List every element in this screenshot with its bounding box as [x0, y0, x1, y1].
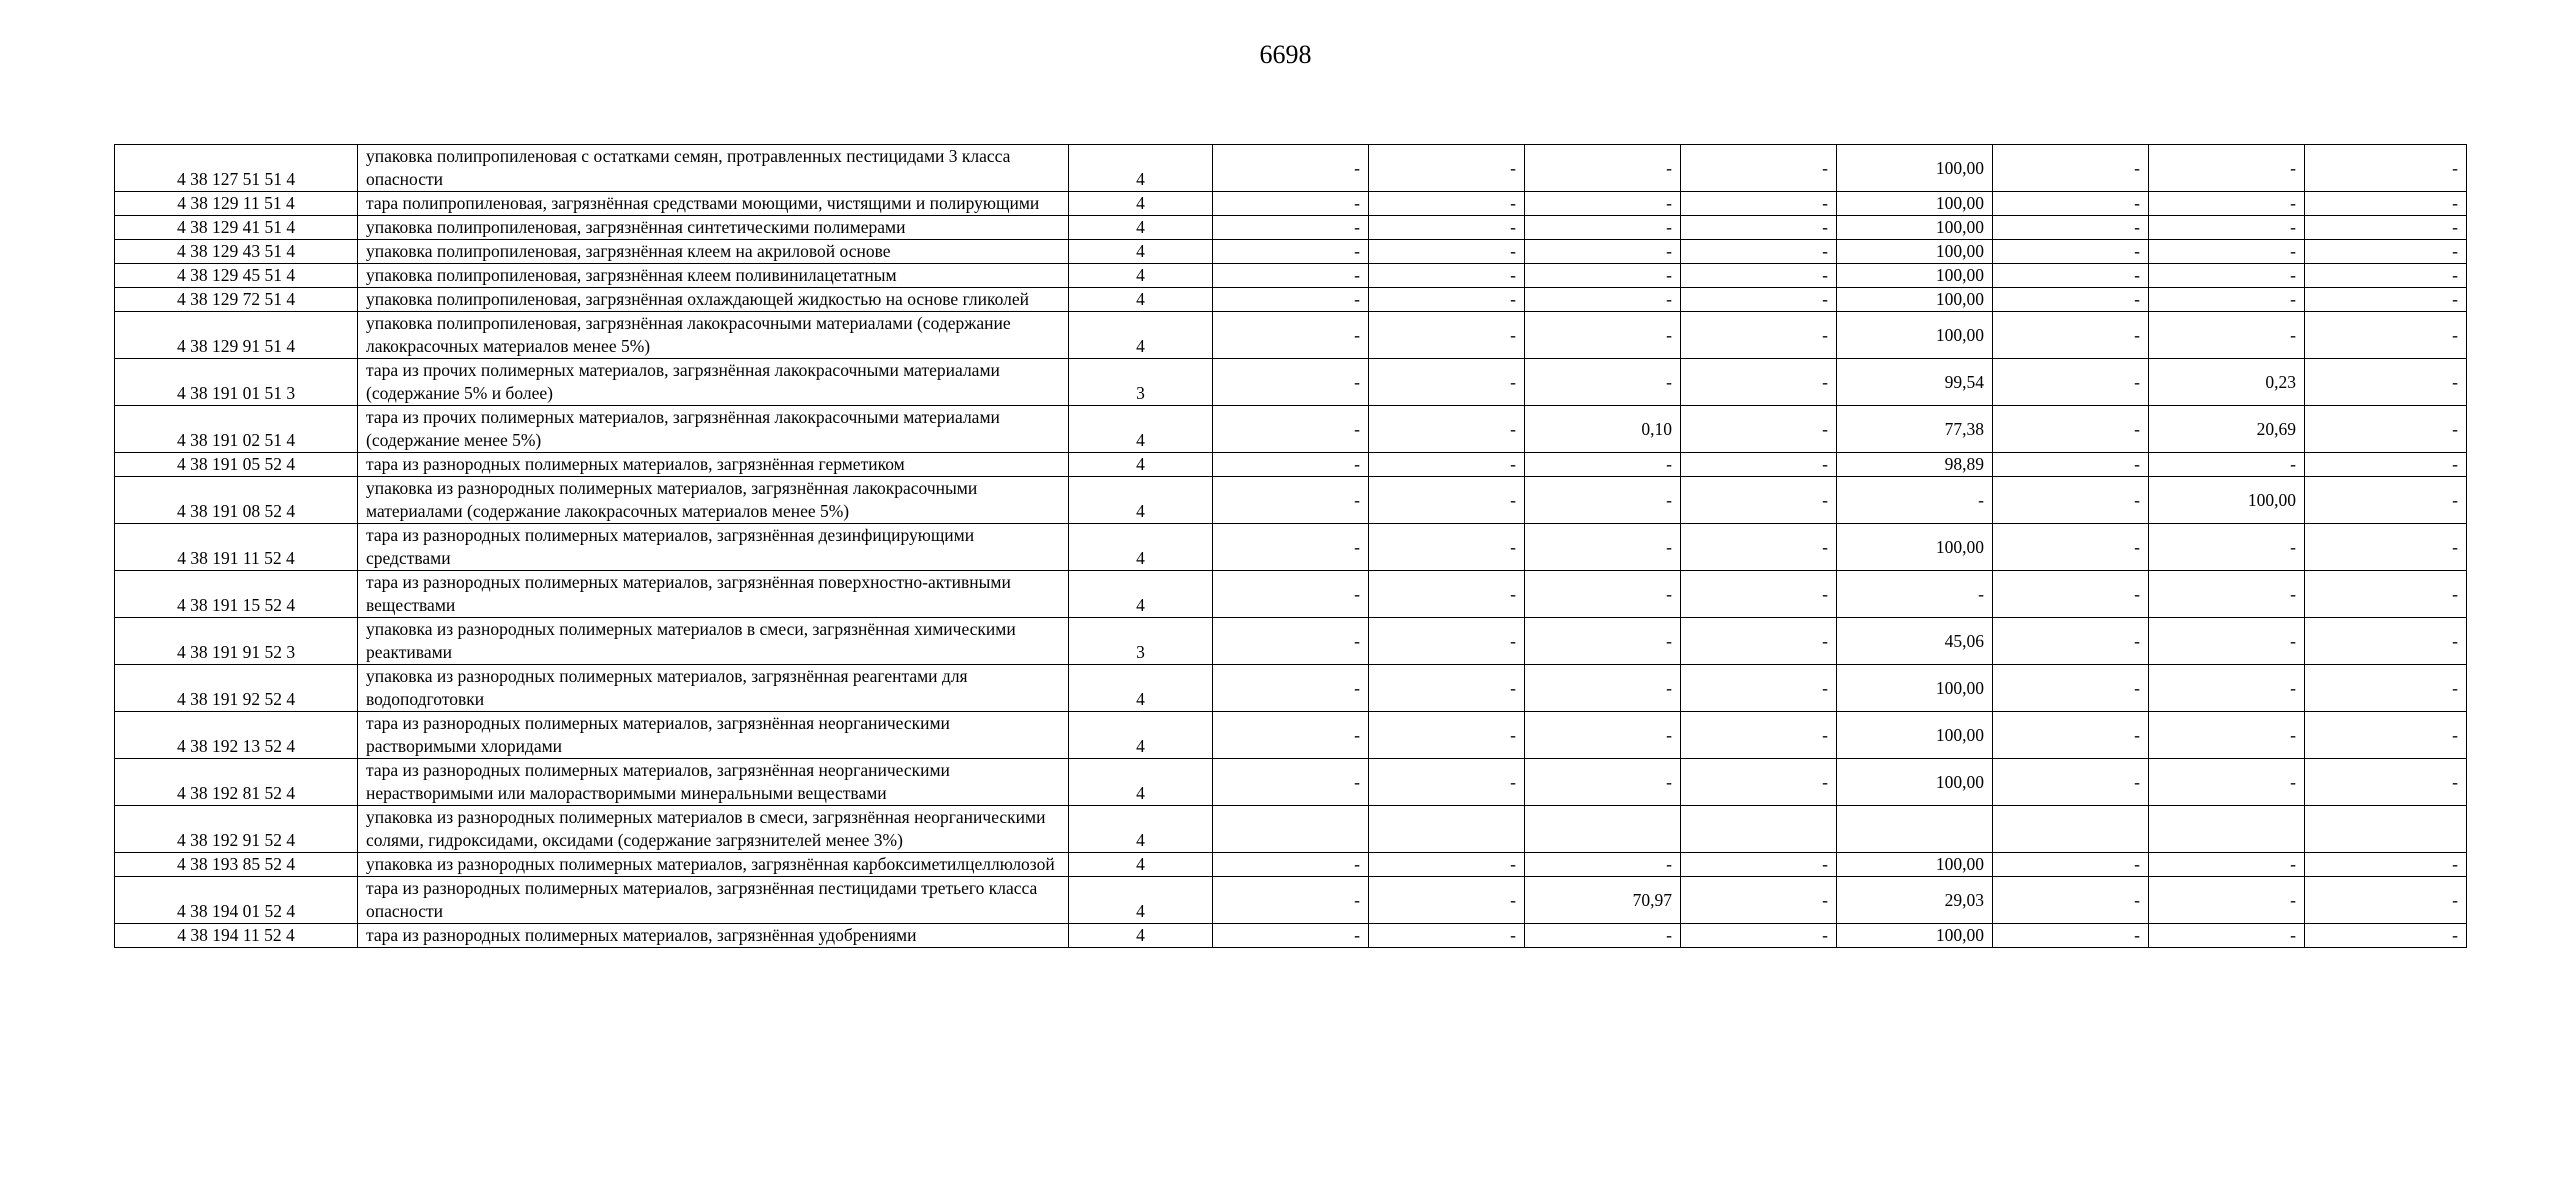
- share-value-cell: 98,89: [1837, 453, 1993, 477]
- waste-name-cell: упаковка из разнородных полимерных материалов в смеси, загрязнённая химическими реактивами: [358, 618, 1069, 665]
- share-value-cell: -: [1369, 216, 1525, 240]
- waste-name-cell: упаковка полипропиленовая, загрязнённая охлаждающей жидкостью на основе гликолей: [358, 288, 1069, 312]
- share-value-cell: -: [1681, 406, 1837, 453]
- share-value-cell: -: [2305, 240, 2467, 264]
- waste-name-cell: тара из разнородных полимерных материалов, загрязнённая неорганическими растворимыми хлоридами: [358, 712, 1069, 759]
- hazard-class-cell: 4: [1069, 264, 1213, 288]
- share-value-cell: [1681, 806, 1837, 853]
- hazard-class-cell: 4: [1069, 806, 1213, 853]
- share-value-cell: 100,00: [1837, 288, 1993, 312]
- share-value-cell: -: [2305, 216, 2467, 240]
- hazard-class-cell: 4: [1069, 712, 1213, 759]
- share-value-cell: -: [2149, 453, 2305, 477]
- waste-code-cell: 4 38 191 11 52 4: [115, 524, 358, 571]
- share-value-cell: 100,00: [1837, 192, 1993, 216]
- share-value-cell: -: [1369, 712, 1525, 759]
- waste-name-cell: упаковка полипропиленовая, загрязнённая лакокрасочными материалами (содержание лакокрасочных материалов менее 5%): [358, 312, 1069, 359]
- share-value-cell: 100,00: [1837, 924, 1993, 948]
- waste-name-cell: тара из разнородных полимерных материалов, загрязнённая пестицидами третьего класса опасности: [358, 877, 1069, 924]
- share-value-cell: -: [1525, 288, 1681, 312]
- share-value-cell: -: [1369, 571, 1525, 618]
- share-value-cell: -: [1369, 264, 1525, 288]
- share-value-cell: -: [1369, 618, 1525, 665]
- share-value-cell: -: [2149, 240, 2305, 264]
- table-row: [115, 312, 2467, 359]
- share-value-cell: -: [1525, 359, 1681, 406]
- share-value-cell: -: [1837, 571, 1993, 618]
- share-value-cell: -: [1681, 240, 1837, 264]
- share-value-cell: -: [1369, 924, 1525, 948]
- waste-code-cell: 4 38 129 43 51 4: [115, 240, 358, 264]
- share-value-cell: -: [1213, 924, 1369, 948]
- table-row: [115, 877, 2467, 924]
- share-value-cell: -: [1525, 759, 1681, 806]
- share-value-cell: -: [1681, 524, 1837, 571]
- share-value-cell: 100,00: [1837, 216, 1993, 240]
- share-value-cell: -: [2149, 853, 2305, 877]
- share-value-cell: -: [2305, 924, 2467, 948]
- share-value-cell: -: [1681, 216, 1837, 240]
- share-value-cell: -: [1369, 477, 1525, 524]
- waste-name-cell: тара из прочих полимерных материалов, загрязнённая лакокрасочными материалами (содержание 5% и более): [358, 359, 1069, 406]
- hazard-class-cell: 4: [1069, 453, 1213, 477]
- share-value-cell: -: [1993, 288, 2149, 312]
- share-value-cell: -: [1993, 312, 2149, 359]
- share-value-cell: -: [1993, 240, 2149, 264]
- share-value-cell: [1213, 806, 1369, 853]
- share-value-cell: -: [1993, 359, 2149, 406]
- share-value-cell: -: [1213, 288, 1369, 312]
- share-value-cell: -: [1993, 759, 2149, 806]
- share-value-cell: -: [1525, 264, 1681, 288]
- share-value-cell: -: [1681, 477, 1837, 524]
- share-value-cell: -: [1213, 453, 1369, 477]
- share-value-cell: -: [1213, 524, 1369, 571]
- share-value-cell: 100,00: [1837, 712, 1993, 759]
- share-value-cell: -: [1369, 312, 1525, 359]
- share-value-cell: -: [1369, 453, 1525, 477]
- share-value-cell: -: [2305, 665, 2467, 712]
- share-value-cell: -: [1369, 192, 1525, 216]
- share-value-cell: -: [1681, 192, 1837, 216]
- share-value-cell: -: [1525, 240, 1681, 264]
- hazard-class-cell: 4: [1069, 571, 1213, 618]
- hazard-class-cell: 4: [1069, 759, 1213, 806]
- share-value-cell: -: [1681, 665, 1837, 712]
- share-value-cell: 70,97: [1525, 877, 1681, 924]
- share-value-cell: 45,06: [1837, 618, 1993, 665]
- share-value-cell: -: [1993, 477, 2149, 524]
- share-value-cell: -: [1369, 406, 1525, 453]
- share-value-cell: -: [1369, 877, 1525, 924]
- waste-code-cell: 4 38 192 91 52 4: [115, 806, 358, 853]
- share-value-cell: -: [1525, 571, 1681, 618]
- share-value-cell: -: [1681, 877, 1837, 924]
- waste-name-cell: тара полипропиленовая, загрязнённая средствами моющими, чистящими и полирующими: [358, 192, 1069, 216]
- share-value-cell: -: [1993, 665, 2149, 712]
- share-value-cell: -: [2149, 264, 2305, 288]
- share-value-cell: [2149, 806, 2305, 853]
- share-value-cell: -: [2149, 759, 2305, 806]
- share-value-cell: [1525, 806, 1681, 853]
- waste-code-cell: 4 38 194 01 52 4: [115, 877, 358, 924]
- waste-name-cell: упаковка полипропиленовая, загрязнённая синтетическими полимерами: [358, 216, 1069, 240]
- hazard-class-cell: 4: [1069, 924, 1213, 948]
- share-value-cell: -: [1213, 477, 1369, 524]
- share-value-cell: -: [1525, 712, 1681, 759]
- share-value-cell: -: [1681, 312, 1837, 359]
- share-value-cell: -: [1525, 477, 1681, 524]
- table-row: [115, 853, 2467, 877]
- share-value-cell: [1993, 806, 2149, 853]
- share-value-cell: -: [1993, 264, 2149, 288]
- table-row: [115, 618, 2467, 665]
- share-value-cell: -: [1369, 759, 1525, 806]
- share-value-cell: 99,54: [1837, 359, 1993, 406]
- share-value-cell: 100,00: [1837, 145, 1993, 192]
- share-value-cell: -: [1213, 240, 1369, 264]
- waste-code-cell: 4 38 129 41 51 4: [115, 216, 358, 240]
- share-value-cell: 100,00: [1837, 759, 1993, 806]
- waste-name-cell: упаковка полипропиленовая, загрязнённая клеем на акриловой основе: [358, 240, 1069, 264]
- waste-name-cell: тара из разнородных полимерных материалов, загрязнённая неорганическими нерастворимыми или малорастворимыми минеральными веществами: [358, 759, 1069, 806]
- waste-name-cell: тара из разнородных полимерных материалов, загрязнённая удобрениями: [358, 924, 1069, 948]
- table-row: [115, 924, 2467, 948]
- share-value-cell: -: [1213, 192, 1369, 216]
- share-value-cell: -: [1213, 216, 1369, 240]
- waste-name-cell: тара из разнородных полимерных материалов, загрязнённая поверхностно-активными веществами: [358, 571, 1069, 618]
- share-value-cell: -: [1369, 288, 1525, 312]
- share-value-cell: 29,03: [1837, 877, 1993, 924]
- share-value-cell: -: [1993, 712, 2149, 759]
- share-value-cell: -: [1681, 571, 1837, 618]
- table-row: [115, 759, 2467, 806]
- share-value-cell: -: [1681, 359, 1837, 406]
- share-value-cell: -: [2149, 877, 2305, 924]
- hazard-class-cell: 3: [1069, 618, 1213, 665]
- hazard-class-cell: 4: [1069, 216, 1213, 240]
- hazard-class-cell: 4: [1069, 145, 1213, 192]
- share-value-cell: -: [1213, 877, 1369, 924]
- waste-name-cell: упаковка полипропиленовая, загрязнённая клеем поливинилацетатным: [358, 264, 1069, 288]
- share-value-cell: 0,10: [1525, 406, 1681, 453]
- share-value-cell: -: [1213, 712, 1369, 759]
- hazard-class-cell: 4: [1069, 288, 1213, 312]
- waste-code-cell: 4 38 129 72 51 4: [115, 288, 358, 312]
- share-value-cell: -: [1525, 524, 1681, 571]
- waste-code-cell: 4 38 192 81 52 4: [115, 759, 358, 806]
- share-value-cell: -: [1993, 216, 2149, 240]
- waste-code-cell: 4 38 191 91 52 3: [115, 618, 358, 665]
- share-value-cell: -: [1993, 192, 2149, 216]
- share-value-cell: -: [2149, 145, 2305, 192]
- page-number: 6698: [1259, 40, 1312, 69]
- hazard-class-cell: 4: [1069, 877, 1213, 924]
- share-value-cell: 100,00: [1837, 264, 1993, 288]
- share-value-cell: -: [1681, 759, 1837, 806]
- waste-code-cell: 4 38 129 91 51 4: [115, 312, 358, 359]
- waste-name-cell: тара из разнородных полимерных материалов, загрязнённая герметиком: [358, 453, 1069, 477]
- hazard-class-cell: 4: [1069, 192, 1213, 216]
- share-value-cell: -: [1369, 524, 1525, 571]
- share-value-cell: -: [2305, 264, 2467, 288]
- share-value-cell: -: [1993, 524, 2149, 571]
- share-value-cell: -: [1681, 145, 1837, 192]
- share-value-cell: -: [1993, 924, 2149, 948]
- share-value-cell: -: [2305, 618, 2467, 665]
- share-value-cell: -: [1525, 192, 1681, 216]
- share-value-cell: -: [1213, 359, 1369, 406]
- waste-name-cell: тара из разнородных полимерных материалов, загрязнённая дезинфицирующими средствами: [358, 524, 1069, 571]
- waste-code-cell: 4 38 191 08 52 4: [115, 477, 358, 524]
- share-value-cell: -: [1681, 853, 1837, 877]
- share-value-cell: -: [2149, 312, 2305, 359]
- share-value-cell: -: [1993, 145, 2149, 192]
- share-value-cell: -: [1525, 216, 1681, 240]
- share-value-cell: -: [1681, 264, 1837, 288]
- share-value-cell: -: [1525, 924, 1681, 948]
- share-value-cell: -: [2149, 665, 2305, 712]
- share-value-cell: -: [2305, 288, 2467, 312]
- waste-code-cell: 4 38 193 85 52 4: [115, 853, 358, 877]
- waste-code-cell: 4 38 127 51 51 4: [115, 145, 358, 192]
- table-row: [115, 571, 2467, 618]
- hazard-class-cell: 4: [1069, 240, 1213, 264]
- share-value-cell: -: [1369, 853, 1525, 877]
- share-value-cell: 77,38: [1837, 406, 1993, 453]
- hazard-class-cell: 3: [1069, 359, 1213, 406]
- waste-code-cell: 4 38 191 01 51 3: [115, 359, 358, 406]
- share-value-cell: [1837, 806, 1993, 853]
- hazard-class-cell: 4: [1069, 853, 1213, 877]
- share-value-cell: -: [2149, 216, 2305, 240]
- share-value-cell: -: [2149, 571, 2305, 618]
- share-value-cell: -: [2305, 312, 2467, 359]
- share-value-cell: -: [1993, 571, 2149, 618]
- share-value-cell: -: [1993, 406, 2149, 453]
- share-value-cell: 20,69: [2149, 406, 2305, 453]
- waste-code-cell: 4 38 191 05 52 4: [115, 453, 358, 477]
- share-value-cell: -: [1837, 477, 1993, 524]
- hazard-class-cell: 4: [1069, 406, 1213, 453]
- share-value-cell: -: [2305, 759, 2467, 806]
- share-value-cell: -: [1213, 759, 1369, 806]
- share-value-cell: -: [1525, 618, 1681, 665]
- share-value-cell: -: [2149, 924, 2305, 948]
- table-row: [115, 665, 2467, 712]
- share-value-cell: -: [2305, 853, 2467, 877]
- share-value-cell: -: [1525, 145, 1681, 192]
- share-value-cell: -: [1993, 853, 2149, 877]
- share-value-cell: -: [1525, 853, 1681, 877]
- waste-code-cell: 4 38 191 15 52 4: [115, 571, 358, 618]
- waste-code-cell: 4 38 192 13 52 4: [115, 712, 358, 759]
- share-value-cell: -: [1213, 406, 1369, 453]
- table-row: [115, 359, 2467, 406]
- share-value-cell: -: [1681, 618, 1837, 665]
- waste-name-cell: упаковка из разнородных полимерных материалов, загрязнённая реагентами для водоподготовки: [358, 665, 1069, 712]
- table-row: [115, 453, 2467, 477]
- share-value-cell: -: [1525, 312, 1681, 359]
- share-value-cell: -: [2149, 524, 2305, 571]
- share-value-cell: -: [1213, 145, 1369, 192]
- share-value-cell: -: [1993, 877, 2149, 924]
- waste-name-cell: упаковка из разнородных полимерных материалов в смеси, загрязнённая неорганическими солями, гидроксидами, оксидами (содержание загрязнителей менее 3%): [358, 806, 1069, 853]
- share-value-cell: -: [1369, 145, 1525, 192]
- waste-name-cell: тара из прочих полимерных материалов, загрязнённая лакокрасочными материалами (содержание менее 5%): [358, 406, 1069, 453]
- share-value-cell: 100,00: [1837, 312, 1993, 359]
- waste-code-cell: 4 38 191 92 52 4: [115, 665, 358, 712]
- share-value-cell: 100,00: [1837, 853, 1993, 877]
- share-value-cell: -: [2149, 618, 2305, 665]
- share-value-cell: -: [1213, 264, 1369, 288]
- share-value-cell: -: [2149, 192, 2305, 216]
- hazard-class-cell: 4: [1069, 524, 1213, 571]
- share-value-cell: -: [1213, 618, 1369, 665]
- share-value-cell: -: [2305, 145, 2467, 192]
- share-value-cell: -: [1369, 665, 1525, 712]
- waste-name-cell: упаковка из разнородных полимерных материалов, загрязнённая карбоксиметилцеллюлозой: [358, 853, 1069, 877]
- share-value-cell: -: [2305, 406, 2467, 453]
- share-value-cell: -: [2305, 712, 2467, 759]
- share-value-cell: 100,00: [1837, 240, 1993, 264]
- share-value-cell: -: [2305, 453, 2467, 477]
- share-value-cell: -: [2149, 712, 2305, 759]
- table-row: [115, 406, 2467, 453]
- hazard-class-cell: 4: [1069, 477, 1213, 524]
- table-row: [115, 477, 2467, 524]
- share-value-cell: -: [2305, 477, 2467, 524]
- share-value-cell: -: [1993, 618, 2149, 665]
- share-value-cell: [1369, 806, 1525, 853]
- table-row: [115, 192, 2467, 216]
- waste-code-cell: 4 38 194 11 52 4: [115, 924, 358, 948]
- share-value-cell: -: [1681, 924, 1837, 948]
- share-value-cell: 100,00: [1837, 524, 1993, 571]
- table-row: [115, 524, 2467, 571]
- waste-code-cell: 4 38 129 11 51 4: [115, 192, 358, 216]
- share-value-cell: -: [1525, 453, 1681, 477]
- table-row: [115, 712, 2467, 759]
- waste-name-cell: упаковка полипропиленовая с остатками семян, протравленных пестицидами 3 класса опасности: [358, 145, 1069, 192]
- share-value-cell: -: [1213, 571, 1369, 618]
- waste-code-cell: 4 38 191 02 51 4: [115, 406, 358, 453]
- waste-code-cell: 4 38 129 45 51 4: [115, 264, 358, 288]
- hazard-class-cell: 4: [1069, 665, 1213, 712]
- share-value-cell: 0,23: [2149, 359, 2305, 406]
- share-value-cell: 100,00: [1837, 665, 1993, 712]
- share-value-cell: -: [1369, 359, 1525, 406]
- share-value-cell: -: [2149, 288, 2305, 312]
- table-row: [115, 288, 2467, 312]
- share-value-cell: -: [1681, 453, 1837, 477]
- share-value-cell: -: [1681, 288, 1837, 312]
- share-value-cell: 100,00: [2149, 477, 2305, 524]
- table-row: [115, 216, 2467, 240]
- share-value-cell: -: [1525, 665, 1681, 712]
- share-value-cell: -: [2305, 571, 2467, 618]
- share-value-cell: -: [1213, 312, 1369, 359]
- share-value-cell: -: [1213, 853, 1369, 877]
- share-value-cell: -: [2305, 359, 2467, 406]
- share-value-cell: -: [1993, 453, 2149, 477]
- table-row: [115, 264, 2467, 288]
- table-row: [115, 240, 2467, 264]
- table-row: [115, 145, 2467, 192]
- table-row: [115, 806, 2467, 853]
- share-value-cell: -: [2305, 877, 2467, 924]
- waste-distribution-table: [114, 144, 2467, 948]
- share-value-cell: -: [1369, 240, 1525, 264]
- hazard-class-cell: 4: [1069, 312, 1213, 359]
- share-value-cell: [2305, 806, 2467, 853]
- share-value-cell: -: [2305, 524, 2467, 571]
- waste-name-cell: упаковка из разнородных полимерных материалов, загрязнённая лакокрасочными материалами (содержание лакокрасочных материалов менее 5%): [358, 477, 1069, 524]
- share-value-cell: -: [1213, 665, 1369, 712]
- share-value-cell: -: [2305, 192, 2467, 216]
- share-value-cell: -: [1681, 712, 1837, 759]
